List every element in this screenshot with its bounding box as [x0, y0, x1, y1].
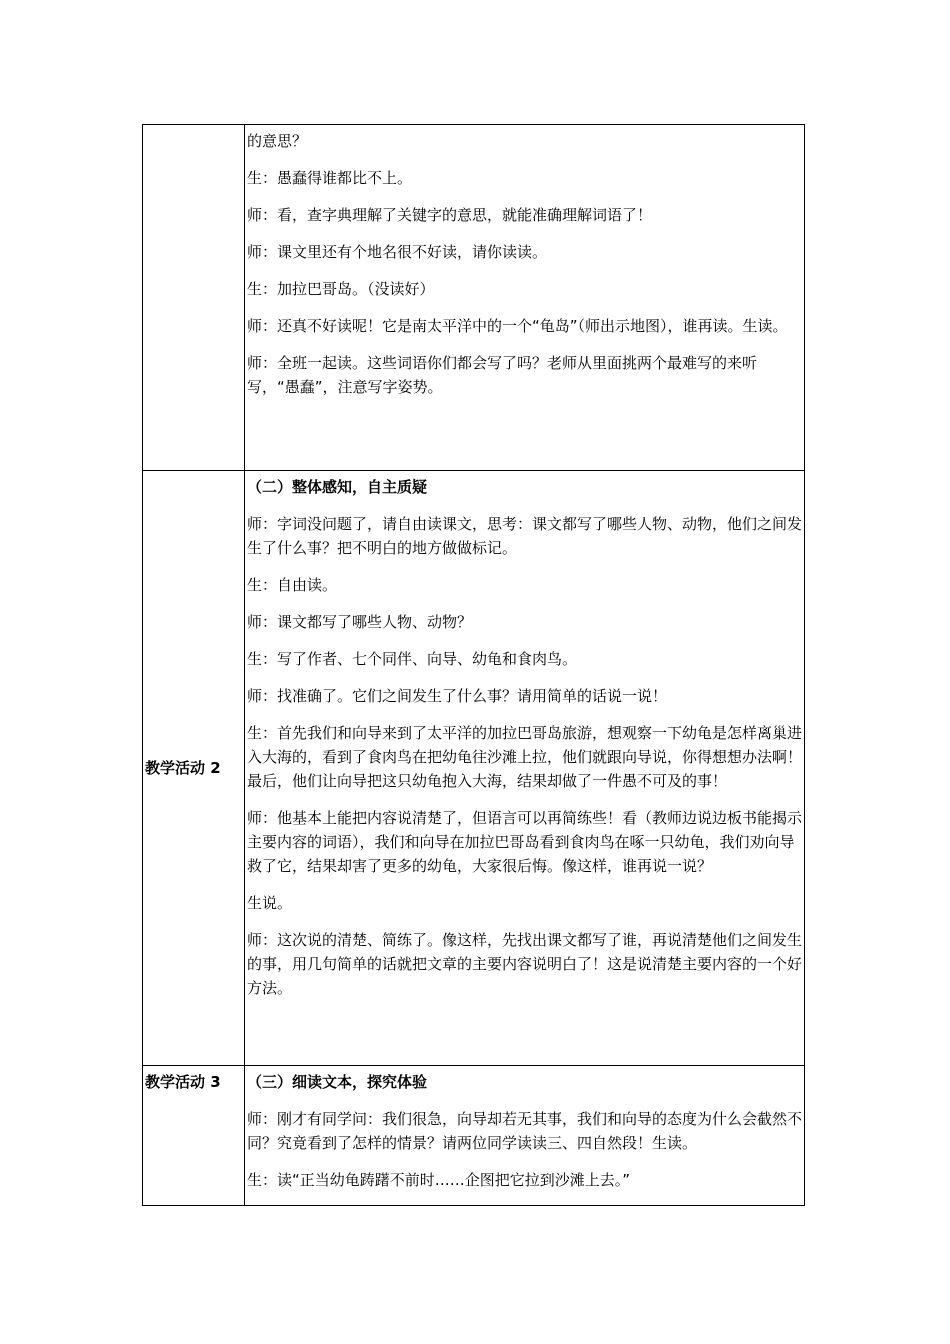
dialogue-paragraph: 生：愚蠢得谁都比不上。: [247, 169, 413, 187]
section-heading: （三）细读文本，探究体验: [247, 1073, 428, 1091]
dialogue-paragraph: 生：写了作者、七个同伴、向导、幼龟和食肉鸟。: [247, 650, 578, 668]
section-heading: （二）整体感知，自主质疑: [247, 478, 428, 496]
activity-content-cell: [245, 125, 805, 471]
table-row: [143, 125, 805, 471]
activity-content-cell: [245, 1066, 805, 1206]
dialogue-paragraph: 生说。: [247, 894, 293, 912]
dialogue-paragraph: 师：字词没问题了，请自由读课文，思考：课文都写了哪些人物、动物，他们之间发生了什么事？把不明白的地方做做标记。: [247, 515, 803, 557]
dialogue-paragraph: 师：他基本上能把内容说清楚了，但语言可以再简练些！看（教师边说边板书能揭示主要内容的词语），我们和向导在加拉巴哥岛看到食肉鸟在啄一只幼龟，我们劝向导救了它，结果却害了更多的幼龟，大家很后悔。像这样，谁再说一说？: [247, 809, 803, 875]
activity-label-cell: [143, 471, 245, 1066]
dialogue-paragraph: 师：还真不好读呢！它是南太平洋中的一个“龟岛”（师出示地图），谁再读。生读。: [247, 317, 788, 335]
lesson-plan-table: [142, 124, 805, 1206]
activity-label-cell: [143, 1066, 245, 1206]
dialogue-paragraph: 生：读“正当幼龟踌躇不前时……企图把它拉到沙滩上去。”: [247, 1171, 631, 1189]
activity-label: 教学活动 2: [145, 759, 221, 777]
dialogue-paragraph: 师：这次说的清楚、简练了。像这样，先找出课文都写了谁，再说清楚他们之间发生的事，用几句简单的话就把文章的主要内容说明白了！这是说清楚主要内容的一个好方法。: [247, 931, 803, 997]
table-row: [143, 471, 805, 1066]
dialogue-paragraph: 师：找准确了。它们之间发生了什么事？请用简单的话说一说！: [247, 687, 668, 705]
dialogue-paragraph: 师：全班一起读。这些词语你们都会写了吗？老师从里面挑两个最难写的来听写，“愚蠢”，注意写字姿势。: [247, 354, 758, 396]
dialogue-paragraph: 的意思？: [247, 132, 308, 150]
dialogue-paragraph: 生：自由读。: [247, 576, 338, 594]
activity-content-cell: [245, 471, 805, 1066]
dialogue-paragraph: 师：看，查字典理解了关键字的意思，就能准确理解词语了！: [247, 206, 653, 224]
dialogue-paragraph: 师：课文里还有个地名很不好读，请你读读。: [247, 243, 548, 261]
dialogue-paragraph: 生：首先我们和向导来到了太平洋的加拉巴哥岛旅游，想观察一下幼龟是怎样离巢进入大海的，看到了食肉鸟在把幼龟往沙滩上拉，他们就跟向导说，你得想想办法啊！最后，他们让向导把这只幼龟抱入大海，结果却做了一件愚不可及的事！: [247, 724, 803, 790]
activity-label-cell: [143, 125, 245, 471]
dialogue-paragraph: 师：课文都写了哪些人物、动物？: [247, 613, 473, 631]
table-row: [143, 1066, 805, 1206]
activity-label: 教学活动 3: [145, 1073, 221, 1091]
dialogue-paragraph: 师：刚才有同学问：我们很急，向导却若无其事，我们和向导的态度为什么会截然不同？究竟看到了怎样的情景？请两位同学读读三、四自然段！生读。: [247, 1110, 803, 1152]
dialogue-paragraph: 生：加拉巴哥岛。（没读好）: [247, 280, 435, 298]
